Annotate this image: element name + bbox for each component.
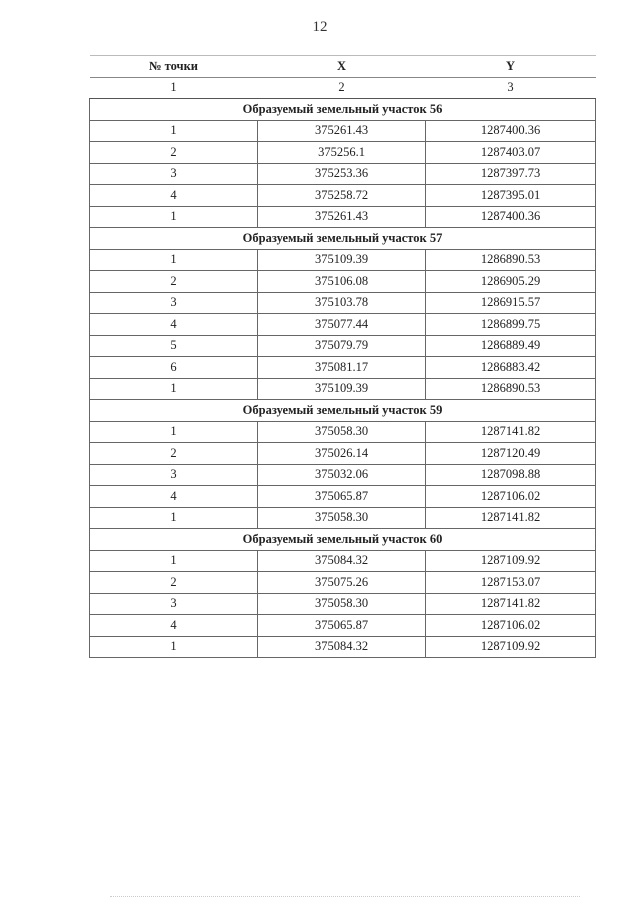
y-coordinate-cell: 1287106.02 [426,486,596,508]
y-coordinate-cell: 1287141.82 [426,421,596,443]
x-coordinate-cell: 375077.44 [258,314,426,336]
point-number-cell: 4 [90,486,258,508]
table-row [90,335,596,357]
parcel-title-row [90,529,596,551]
y-coordinate-cell: 1287098.88 [426,464,596,486]
y-coordinate-cell: 1287395.01 [426,185,596,207]
column-number: 2 [258,77,426,99]
table-row [90,120,596,142]
parcel-title: Образуемый земельный участок 57 [90,228,596,250]
parcel-title-row [90,400,596,422]
table-row [90,464,596,486]
table-body [90,99,596,658]
table-row [90,185,596,207]
point-number-cell: 1 [90,550,258,572]
y-coordinate-cell: 1286905.29 [426,271,596,293]
x-coordinate-cell: 375065.87 [258,486,426,508]
point-number-cell: 1 [90,378,258,400]
table-row [90,292,596,314]
point-number-cell: 3 [90,163,258,185]
x-coordinate-cell: 375106.08 [258,271,426,293]
table-row [90,357,596,379]
y-coordinate-cell: 1286883.42 [426,357,596,379]
table-row [90,163,596,185]
table-row [90,593,596,615]
table-row [90,421,596,443]
table-header-row [90,56,596,78]
y-coordinate-cell: 1287109.92 [426,636,596,658]
point-number-cell: 2 [90,572,258,594]
table-row [90,378,596,400]
x-coordinate-cell: 375084.32 [258,550,426,572]
point-number-cell: 6 [90,357,258,379]
point-number-cell: 5 [90,335,258,357]
table-row [90,636,596,658]
table-row [90,271,596,293]
parcel-title: Образуемый земельный участок 60 [90,529,596,551]
column-header-y: Y [426,56,596,78]
x-coordinate-cell: 375032.06 [258,464,426,486]
page-number: 12 [312,19,328,35]
x-coordinate-cell: 375109.39 [258,249,426,271]
column-number: 1 [90,77,258,99]
table-row [90,486,596,508]
y-coordinate-cell: 1287109.92 [426,550,596,572]
x-coordinate-cell: 375079.79 [258,335,426,357]
x-coordinate-cell: 375103.78 [258,292,426,314]
table-row [90,550,596,572]
x-coordinate-cell: 375065.87 [258,615,426,637]
x-coordinate-cell: 375109.39 [258,378,426,400]
point-number-cell: 3 [90,593,258,615]
parcel-title: Образуемый земельный участок 56 [90,99,596,121]
x-coordinate-cell: 375058.30 [258,593,426,615]
y-coordinate-cell: 1286890.53 [426,378,596,400]
y-coordinate-cell: 1286915.57 [426,292,596,314]
table-row [90,142,596,164]
x-coordinate-cell: 375058.30 [258,507,426,529]
point-number-cell: 4 [90,615,258,637]
scan-footer-mark [110,896,580,900]
y-coordinate-cell: 1286899.75 [426,314,596,336]
table-row [90,572,596,594]
x-coordinate-cell: 375261.43 [258,120,426,142]
coordinates-table [89,55,596,658]
table-row [90,615,596,637]
column-number: 3 [426,77,596,99]
y-coordinate-cell: 1287141.82 [426,507,596,529]
table-row [90,443,596,465]
x-coordinate-cell: 375253.36 [258,163,426,185]
column-header-point: № точки [90,56,258,78]
y-coordinate-cell: 1287400.36 [426,120,596,142]
x-coordinate-cell: 375256.1 [258,142,426,164]
point-number-cell: 4 [90,314,258,336]
x-coordinate-cell: 375026.14 [258,443,426,465]
point-number-cell: 1 [90,636,258,658]
x-coordinate-cell: 375075.26 [258,572,426,594]
point-number-cell: 4 [90,185,258,207]
y-coordinate-cell: 1287403.07 [426,142,596,164]
y-coordinate-cell: 1286890.53 [426,249,596,271]
x-coordinate-cell: 375058.30 [258,421,426,443]
x-coordinate-cell: 375261.43 [258,206,426,228]
point-number-cell: 3 [90,292,258,314]
y-coordinate-cell: 1287153.07 [426,572,596,594]
y-coordinate-cell: 1286889.49 [426,335,596,357]
y-coordinate-cell: 1287397.73 [426,163,596,185]
y-coordinate-cell: 1287106.02 [426,615,596,637]
x-coordinate-cell: 375081.17 [258,357,426,379]
point-number-cell: 2 [90,142,258,164]
point-number-cell: 1 [90,249,258,271]
y-coordinate-cell: 1287400.36 [426,206,596,228]
table-row [90,249,596,271]
point-number-cell: 1 [90,507,258,529]
column-number-row [90,77,596,99]
table-row [90,507,596,529]
parcel-title-row [90,99,596,121]
column-header-x: X [258,56,426,78]
x-coordinate-cell: 375084.32 [258,636,426,658]
point-number-cell: 1 [90,206,258,228]
x-coordinate-cell: 375258.72 [258,185,426,207]
table-row [90,206,596,228]
y-coordinate-cell: 1287141.82 [426,593,596,615]
parcel-title-row [90,228,596,250]
point-number-cell: 3 [90,464,258,486]
y-coordinate-cell: 1287120.49 [426,443,596,465]
point-number-cell: 1 [90,120,258,142]
table-row [90,314,596,336]
point-number-cell: 2 [90,443,258,465]
parcel-title: Образуемый земельный участок 59 [90,400,596,422]
point-number-cell: 1 [90,421,258,443]
point-number-cell: 2 [90,271,258,293]
